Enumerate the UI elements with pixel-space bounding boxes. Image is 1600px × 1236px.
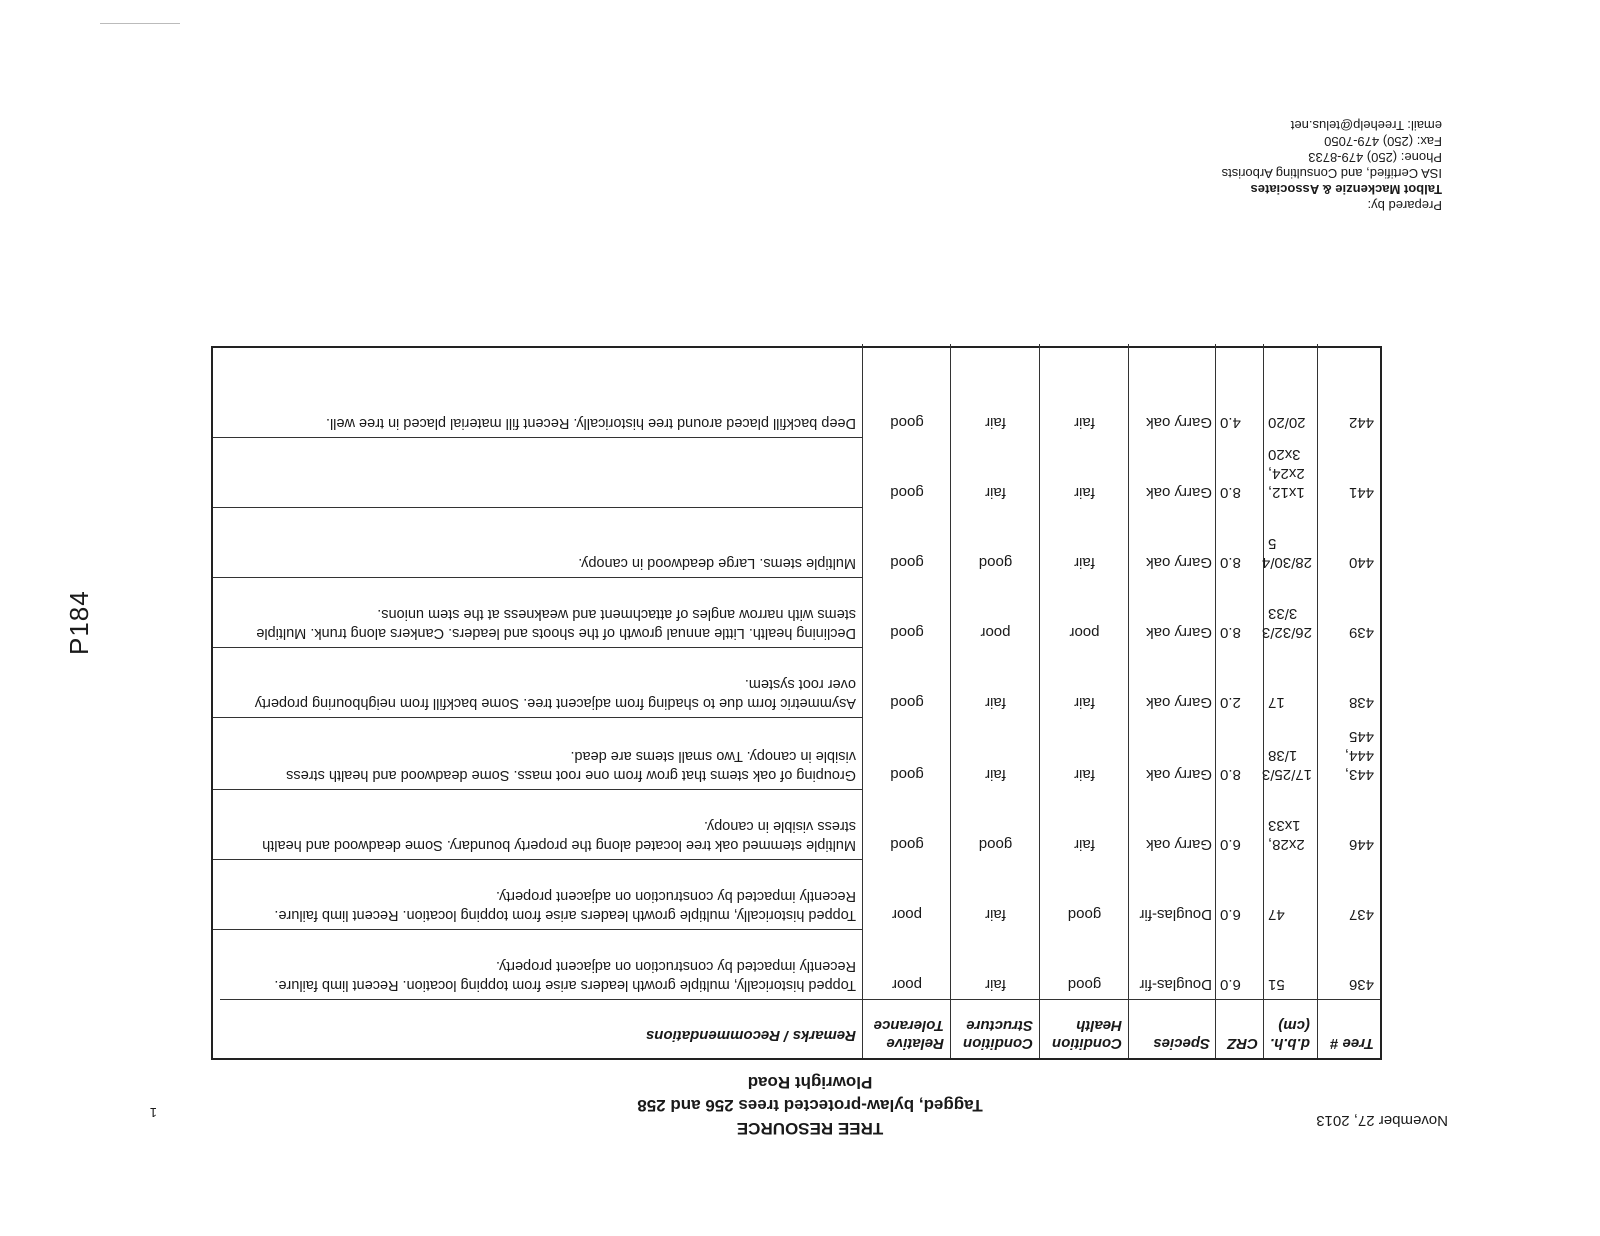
cell-health: poor xyxy=(1069,624,1100,641)
cell-tolerance: good xyxy=(890,484,924,501)
cell-species: Garry oak xyxy=(1146,624,1212,641)
row-rule xyxy=(213,507,863,508)
firm-credentials: ISA Certified, and Consulting Arborists xyxy=(1221,166,1442,181)
cell-species: Garry oak xyxy=(1146,484,1212,501)
cell-tolerance: good xyxy=(890,836,924,853)
cell-crz: 8.0 xyxy=(1220,766,1241,783)
row-rule xyxy=(213,577,863,578)
cell-structure: fair xyxy=(985,694,1006,711)
cell-species: Garry oak xyxy=(1146,414,1212,431)
cell-crz: 8.0 xyxy=(1220,484,1241,501)
cell-structure: fair xyxy=(985,906,1006,923)
document-subtitle: Tagged, bylaw-protected trees 256 and 258 Plowright Road xyxy=(637,1073,983,1115)
cell-health: fair xyxy=(1074,554,1095,571)
cell-dbh: 2x28, 1x33 xyxy=(1268,817,1305,853)
cell-dbh: 17/25/3 1/38 xyxy=(1261,747,1312,783)
cell-structure: fair xyxy=(985,766,1006,783)
cell-structure: fair xyxy=(985,414,1006,431)
cell-tolerance: good xyxy=(890,694,924,711)
cell-tree-number: 446 xyxy=(1348,836,1374,853)
cell-tolerance: good xyxy=(890,766,924,783)
cell-dbh: 1x12, 2x24, 3x20 xyxy=(1268,446,1305,501)
column-header-tolerance: Relative Tolerance xyxy=(873,1017,944,1052)
firm-name: Talbot Mackenzie & Associates xyxy=(1250,182,1442,197)
cell-dbh: 20/20 xyxy=(1268,414,1306,431)
cell-structure: poor xyxy=(980,624,1011,641)
cell-structure: fair xyxy=(985,484,1006,501)
cell-crz: 6.0 xyxy=(1220,906,1241,923)
row-rule xyxy=(213,717,863,718)
cell-remarks: Topped historically, multiple growth leaders arise from topping location. Recent limb failure. Recently impacted by construction on adjacent property. xyxy=(274,888,856,923)
cell-crz: 2.0 xyxy=(1220,694,1241,711)
cell-health: fair xyxy=(1074,484,1095,501)
page-stamp-label: P184 xyxy=(64,590,94,655)
cell-crz: 8.0 xyxy=(1220,554,1241,571)
cell-health: fair xyxy=(1074,836,1095,853)
cell-health: fair xyxy=(1074,694,1095,711)
cell-species: Garry oak xyxy=(1146,766,1212,783)
cell-species: Garry oak xyxy=(1146,694,1212,711)
document-date: November 27, 2013 xyxy=(1316,1112,1448,1129)
cell-remarks: Declining health. Little annual growth of the shoots and leaders. Cankers along trunk. Multiple stems with narrow angles of attachment and weakness at the stem unions. xyxy=(256,606,856,641)
cell-remarks: Topped historically, multiple growth leaders arise from topping location. Recent limb failure. Recently impacted by construction on adjacent property. xyxy=(274,958,856,993)
cell-remarks: Multiple stems. Large deadwood in canopy. xyxy=(578,555,856,571)
cell-crz: 8.0 xyxy=(1220,624,1241,641)
cell-remarks: Grouping of oak stems that grow from one root mass. Some deadwood and health stress visible in canopy. Two small stems are dead. xyxy=(286,748,856,783)
cell-tolerance: good xyxy=(890,414,924,431)
cell-health: fair xyxy=(1074,766,1095,783)
cell-tolerance: good xyxy=(890,554,924,571)
column-header-crz: CRZ xyxy=(1227,1035,1258,1052)
cell-dbh: 26/32/3 3/33 xyxy=(1261,605,1312,641)
document-title: TREE RESOURCE xyxy=(736,1119,884,1138)
cell-remarks: Asymmetric form due to shading from adjacent tree. Some backfill from neighbouring property over root system. xyxy=(254,676,856,711)
cell-tree-number: 437 xyxy=(1348,906,1374,923)
cell-species: Garry oak xyxy=(1146,554,1212,571)
tree-resource-table xyxy=(211,346,1382,1060)
cell-tolerance: poor xyxy=(891,906,923,923)
column-header-structure: Condition Structure xyxy=(963,1017,1033,1052)
cell-remarks xyxy=(240,500,860,504)
cell-remarks: Multiple stemmed oak tree located along the property boundary. Some deadwood and health stress visible in canopy. xyxy=(262,818,856,853)
row-rule xyxy=(213,859,863,860)
scan-artifact xyxy=(100,23,180,24)
firm-email: email: Treehelp@telus.net xyxy=(1290,118,1442,133)
cell-health: good xyxy=(1067,906,1102,923)
cell-tree-number: 442 xyxy=(1348,414,1374,431)
cell-dbh: 47 xyxy=(1268,906,1285,923)
cell-tree-number: 439 xyxy=(1348,624,1374,641)
column-header-tree: Tree # xyxy=(1330,1035,1374,1052)
prepared-by-block xyxy=(1222,117,1442,213)
column-header-dbh: d.b.h. (cm) xyxy=(1270,1017,1310,1052)
firm-phone: Phone: (250) 479-8733 xyxy=(1308,150,1442,165)
cell-health: fair xyxy=(1074,414,1095,431)
cell-species: Douglas-fir xyxy=(1139,906,1212,923)
cell-tolerance: good xyxy=(890,624,924,641)
column-header-species: Species xyxy=(1153,1035,1210,1052)
cell-structure: fair xyxy=(985,976,1006,993)
cell-structure: good xyxy=(978,554,1013,571)
cell-remarks: Deep backfill placed around tree historically. Recent fill material placed in tree well. xyxy=(325,415,856,431)
cell-tree-number: 436 xyxy=(1348,976,1374,993)
cell-dbh: 17 xyxy=(1268,694,1285,711)
cell-tree-number: 443, 444, 445 xyxy=(1344,728,1374,783)
cell-crz: 6.0 xyxy=(1220,976,1241,993)
cell-tree-number: 441 xyxy=(1348,484,1374,501)
cell-structure: good xyxy=(978,836,1013,853)
column-header-health: Condition Health xyxy=(1052,1017,1122,1052)
cell-dbh: 28/30/4 5 xyxy=(1261,535,1312,571)
cell-health: good xyxy=(1067,976,1102,993)
header-rule xyxy=(220,999,1380,1000)
column-header-remarks: Remarks / Recommendations xyxy=(645,1027,856,1044)
cell-species: Garry oak xyxy=(1146,836,1212,853)
firm-fax: Fax: (250) 479-7050 xyxy=(1324,134,1442,149)
document-heading xyxy=(630,1071,990,1140)
cell-tree-number: 438 xyxy=(1348,694,1374,711)
cell-tolerance: poor xyxy=(891,976,923,993)
cell-species: Douglas-fir xyxy=(1139,976,1212,993)
row-rule xyxy=(213,647,863,648)
row-rule xyxy=(213,437,863,438)
cell-tree-number: 440 xyxy=(1348,554,1374,571)
cell-crz: 4.0 xyxy=(1220,414,1241,431)
row-rule xyxy=(213,789,863,790)
prepared-by-label: Prepared by: xyxy=(1367,198,1442,213)
cell-crz: 6.0 xyxy=(1220,836,1241,853)
page-number: 1 xyxy=(149,1105,157,1120)
cell-dbh: 51 xyxy=(1268,976,1285,993)
row-rule xyxy=(213,929,863,930)
